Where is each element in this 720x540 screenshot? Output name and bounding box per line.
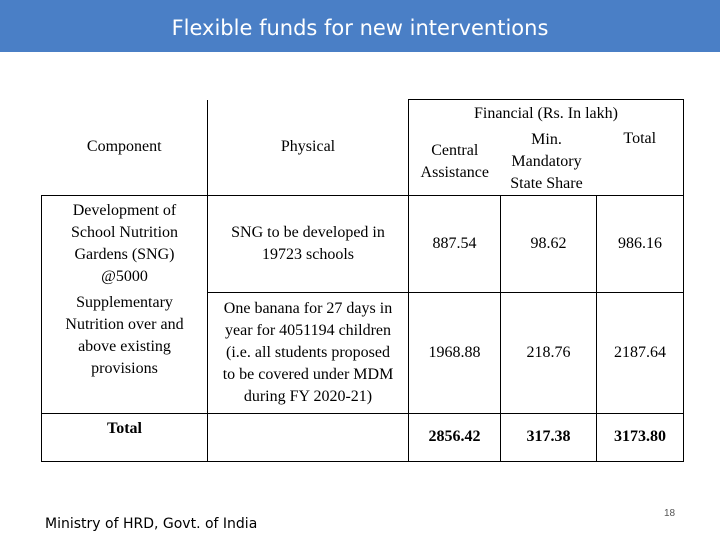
footer-text: Ministry of HRD, Govt. of India — [45, 516, 258, 532]
total-label: Total — [42, 413, 208, 461]
row-1-component: Development of School Nutrition Gardens (SNG) @5000 — [42, 195, 208, 292]
total-state: 317.38 — [501, 413, 597, 461]
header-central-assistance: Central Assistance — [409, 129, 501, 196]
total-central: 2856.42 — [409, 413, 501, 461]
title-bar — [0, 0, 720, 52]
row-1-state: 98.62 — [501, 195, 597, 292]
total-total: 3173.80 — [597, 413, 684, 461]
row-2-component: Supplementary Nutrition over and above existing provisions — [42, 292, 208, 413]
row-1-central: 887.54 — [409, 195, 501, 292]
header-total: Total — [597, 129, 684, 196]
row-2-total: 2187.64 — [597, 292, 684, 413]
header-physical: Physical — [208, 100, 409, 196]
total-physical — [208, 413, 409, 461]
funds-table — [41, 99, 683, 457]
header-component: Component — [42, 100, 208, 196]
slide-title: Flexible funds for new interventions — [171, 16, 549, 40]
row-2-central: 1968.88 — [409, 292, 501, 413]
page-number: 18 — [664, 508, 676, 519]
header-min-state-share: Min. Mandatory State Share — [501, 129, 597, 196]
row-1-total: 986.16 — [597, 195, 684, 292]
row-1-physical: SNG to be developed in 19723 schools — [208, 195, 409, 292]
header-financial: Financial (Rs. In lakh) — [409, 100, 684, 129]
row-2-physical: One banana for 27 days in year for 4051194 children (i.e. all students proposed to be covered under MDM during FY 2020-21) — [208, 292, 409, 413]
row-2-state: 218.76 — [501, 292, 597, 413]
